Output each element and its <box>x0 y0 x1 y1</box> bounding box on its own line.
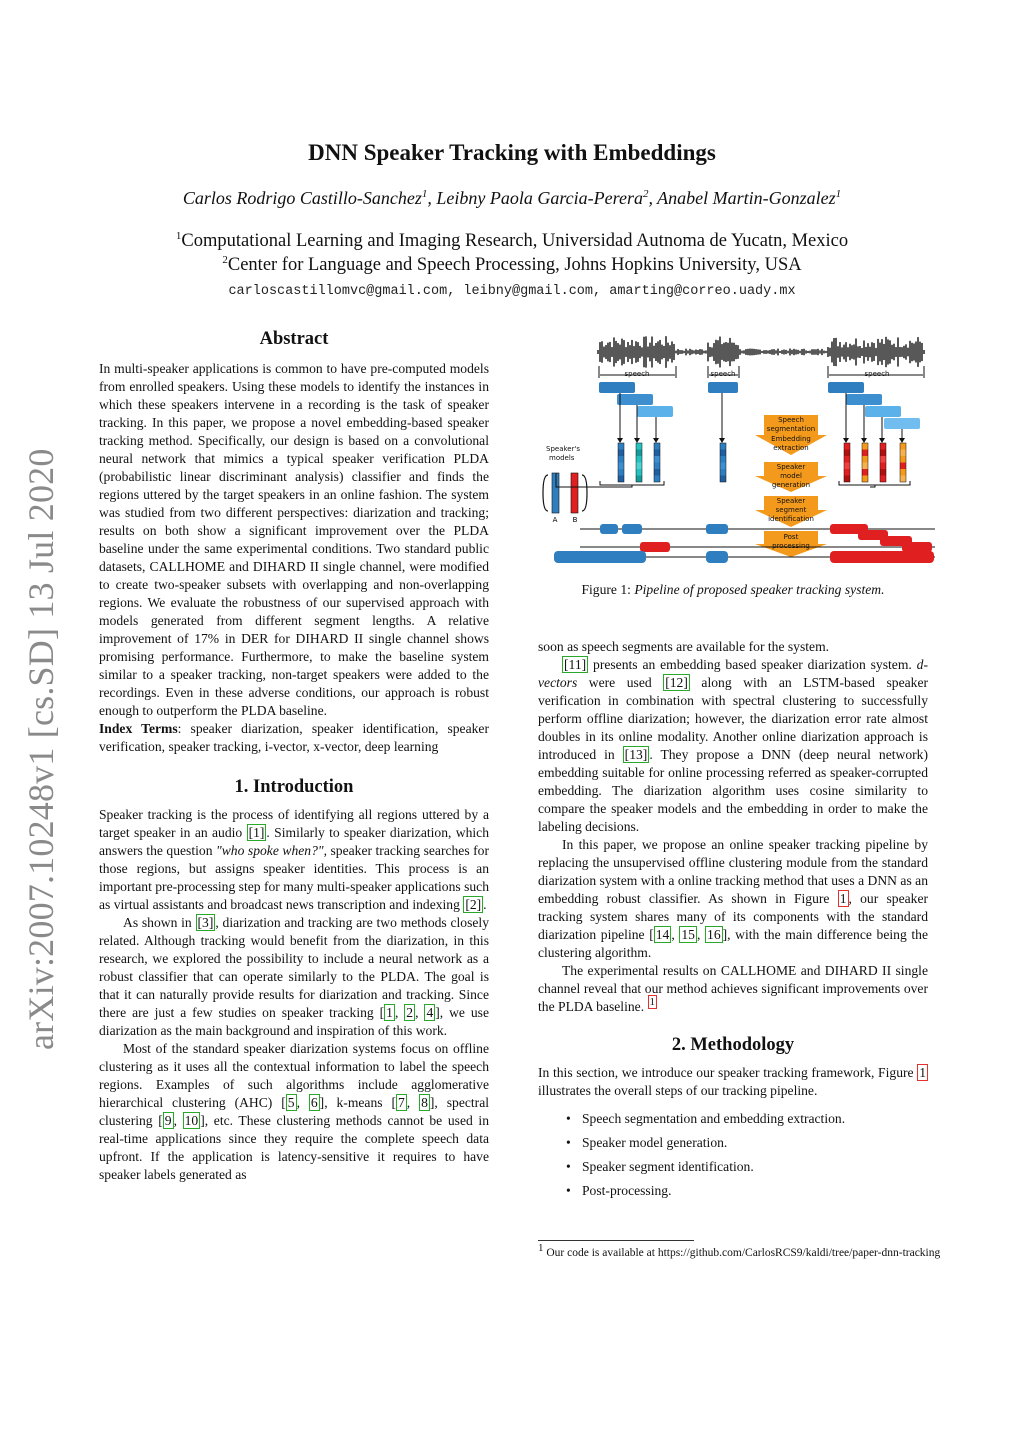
embedding-cell <box>844 450 850 457</box>
stage1-line2: segmentation <box>766 425 816 433</box>
author-1: Carlos Rodrigo Castillo-Sanchez <box>182 188 422 208</box>
embedding-cell <box>636 463 642 470</box>
right-p2-text-c: ], with the main difference being the clustering algorithm. <box>538 927 929 960</box>
embedding-cell <box>618 443 624 450</box>
affiliation-1-text: Computational Learning and Imaging Research, Universidad Autnoma de Yucatn, Mexico <box>181 231 849 251</box>
caption-prefix: Figure 1: <box>581 582 635 597</box>
list-item: • Speech segmentation and embedding extraction. <box>538 1110 928 1134</box>
embedding-cell <box>720 463 726 470</box>
right-paragraph-2: In this paper, we propose an online speaker tracking pipeline by replacing the unsupervised offline clustering module from the standard diarization system with a online tracking method that uses a DNN as an embedding robust classifier. As shown in Figure 1 , our speaker tracking system shares many of its components with the standard diarization pipeline [ 14 , 15 , 16 ], with the main difference being the clustering algorithm. <box>538 837 929 960</box>
stage2-line3: generation <box>771 481 811 489</box>
embedding-cell <box>880 463 886 470</box>
intro-paragraph-1 <box>99 806 489 914</box>
extraction-arrowheads <box>617 438 905 443</box>
citation-16[interactable]: 16 <box>707 927 721 942</box>
list-item: • Speaker model generation. <box>538 1134 928 1158</box>
stage1-line4: extraction <box>773 444 809 452</box>
embedding-cell <box>880 456 886 463</box>
citation-6[interactable]: 6 <box>310 1095 318 1110</box>
intro-p3-text-a: Most of the standard speaker diarization systems focus on offline clustering as it uses all the contextual information to label the speech regions. Examples of such algorithms include agglomerative hierarchical clustering (AHC) [ <box>99 1041 489 1110</box>
embedding-cell <box>844 476 850 483</box>
author-1-sup: 1 <box>421 188 428 200</box>
embedding-cell <box>618 463 624 470</box>
speakers-models-label-2: models <box>549 454 575 462</box>
intro-p3-text-b: ], k-means [ <box>319 1095 396 1110</box>
embedding-cell <box>720 469 726 476</box>
citation-8[interactable]: 8 <box>421 1095 428 1110</box>
intro-p2-text-c: ], we use diarization as the main background and inspiration of this work. <box>99 1005 489 1038</box>
embedding-cell <box>900 456 906 463</box>
embedding-cell <box>636 443 642 450</box>
citation-1[interactable]: [1] <box>248 825 265 840</box>
embedding-cell <box>654 443 660 450</box>
embedding-cell <box>636 476 642 483</box>
speech-waveform <box>598 336 924 368</box>
figure-1-link-2[interactable]: 1 <box>919 1065 926 1080</box>
stage3-line1: Speaker <box>776 497 806 505</box>
right-p1-text-c: along with an LSTM-based speaker verification in combination with spectral clustering to successfully perform offline diarization; however, the diarization error rate almost doubles in its online modality. Another online diarization approach is introduced in <box>538 675 929 762</box>
footnote-text: Our code is available at https://github.com/CarlosRCS9/kaldi/tree/paper-dnn-tracking <box>546 1247 941 1259</box>
model-b-label: B <box>572 516 578 524</box>
stage3-line3: identification <box>768 515 814 523</box>
embedding-cell <box>636 450 642 457</box>
index-terms <box>99 720 489 756</box>
affiliation-2-sup: 2 <box>222 253 228 266</box>
embedding-cell <box>862 443 868 450</box>
figure-caption <box>538 582 928 598</box>
embedding-cell <box>880 450 886 457</box>
stage-labels <box>767 416 815 550</box>
intro-p2-text-b: , diarization and tracking are two methods closely related. Although tracking would benefit from the diarization, in this research, we explored the possibility to include a neural network as a robust classifier that can operate similarly to the PLDA. The goal is that it can naturally provide results for diarization and tracking. Since there are just a few studies on speaker tracking [ <box>99 915 489 1020</box>
embedding-cell <box>654 450 660 457</box>
right-p3-text: The experimental results on CALLHOME and DIHARD II single channel reveal that our method achieves significant improvements over the PLDA baseline. <box>538 963 928 1014</box>
embedding-cell <box>844 456 850 463</box>
right-p1-text-b: were used <box>577 675 664 690</box>
embedding-cell <box>720 443 726 450</box>
embedding-cell <box>880 443 886 450</box>
right-p2-text-b: , our speaker tracking system shares many of its components with the standard diarization pipeline [ <box>538 891 929 942</box>
speech-label-1: speech <box>624 370 650 378</box>
footnote-rule <box>538 1240 694 1241</box>
affiliation-1 <box>0 231 1024 252</box>
right-p4-text-b: illustrates the overall steps of our tracking pipeline. <box>538 1083 818 1098</box>
embedding-cell <box>880 469 886 476</box>
embedding-cell <box>720 450 726 457</box>
right-column <box>538 638 928 1206</box>
embedding-cell <box>900 469 906 476</box>
embedding-cell <box>720 476 726 483</box>
affiliation-1-sup: 1 <box>175 229 182 242</box>
stage3-line2: segment <box>775 506 807 514</box>
citation-3[interactable]: [3] <box>197 915 214 930</box>
embedding-cell <box>618 450 624 457</box>
stage4-line1: Post <box>783 533 799 541</box>
embedding-cell <box>900 443 906 450</box>
model-connectors <box>556 473 910 487</box>
list-item: • Speaker segment identification. <box>538 1158 928 1182</box>
embedding-cell <box>900 450 906 457</box>
stage4-line2: processing <box>772 542 810 550</box>
methodology-heading: 2. Methodology <box>671 1035 795 1055</box>
embedding-cell <box>618 469 624 476</box>
intro-p3-text-d: ], etc. These clustering methods cannot be used in real-time applications since they require the complete speech data upfront. If the application is latency-sensitive it requires to have speaker labels generated as <box>99 1113 489 1182</box>
affiliation-2-text: Center for Language and Speech Processing, Johns Hopkins University, USA <box>227 255 802 275</box>
intro-quote: "who spoke when?" <box>216 843 324 858</box>
right-p2-text-a: In this paper, we propose an online speaker tracking pipeline by replacing the unsupervised offline clustering module from the standard diarization system with a online tracking method that uses a DNN as an embedding robust classifier. As shown in Figure <box>538 837 928 906</box>
dvectors-term: d-vectors <box>538 657 928 690</box>
postprocessed-tracks <box>554 551 935 563</box>
introduction-heading: 1. Introduction <box>234 777 354 797</box>
speaker-model-b <box>571 473 578 524</box>
right-paragraph-0: soon as speech segments are available for the system. <box>538 639 830 654</box>
footnote <box>538 1242 960 1261</box>
citation-2b[interactable]: 2 <box>406 1005 414 1020</box>
embedding-cell <box>900 463 906 470</box>
embedding-cell <box>862 450 868 457</box>
embedding-cell <box>654 456 660 463</box>
author-3: Anabel Martin-Gonzalez <box>657 188 836 208</box>
embedding-cell <box>844 463 850 470</box>
embedding-cell <box>618 476 624 483</box>
stage2-line2: model <box>780 472 802 480</box>
embedding-cell <box>844 469 850 476</box>
right-p4-text-a: In this section, we introduce our speaker tracking framework, Figure <box>538 1065 918 1080</box>
citation-1b[interactable]: 1 <box>386 1005 393 1020</box>
embedding-cell <box>862 456 868 463</box>
caption-text: Pipeline of proposed speaker tracking system. <box>634 582 885 597</box>
citation-13[interactable]: [13] <box>624 747 648 762</box>
figure-1-link[interactable]: 1 <box>839 891 847 906</box>
stage2-line1: Speaker <box>776 463 806 471</box>
stage1-line3: Embedding <box>771 435 811 443</box>
right-paragraph-1 <box>538 656 928 836</box>
embedding-cell <box>720 456 726 463</box>
model-a-label: A <box>552 516 558 524</box>
embedding-cell <box>636 469 642 476</box>
embedding-cell <box>654 463 660 470</box>
citation-14[interactable]: 14 <box>655 927 670 942</box>
author-2-sup: 2 <box>642 188 649 200</box>
intro-p1-text-c: , speaker tracking searches for those regions, but assigns speaker identities. This process is an important pre-processing step for many multi-speaker applications such as virtual assistants and broadcast news transcription and indexing <box>99 843 489 912</box>
speech-segments <box>599 382 920 429</box>
citation-12[interactable]: [12] <box>665 675 688 690</box>
citation-9[interactable]: 9 <box>164 1113 172 1128</box>
list-item: • Post-processing. <box>538 1182 928 1206</box>
author-list: Carlos Rodrigo Castillo-Sanchez$^1$, Leibny Paola Garcia-Perera$^2$, Anabel Martin-Gonzalez$^1$ <box>182 188 842 208</box>
citation-5[interactable]: 5 <box>287 1095 295 1110</box>
intro-paragraph-3: Most of the standard speaker diarization systems focus on offline clustering as it uses all the contextual information to label the speech regions. Examples of such algorithms include agglomerative hierarchical clustering (AHC) [ 5 , 6 ], k-means [ 7 , 8 ], spectral clustering [ 9 , 10 ], etc. These clustering methods cannot be used in real-time applications since they require the complete speech data upfront. If the application is latency-sensitive it requires to have speaker labels generated as <box>99 1041 490 1182</box>
citation-7[interactable]: 7 <box>398 1095 405 1110</box>
footnote-sup: 1 <box>538 1242 544 1255</box>
index-terms-text: : speaker diarization, speaker identification, speaker verification, speaker tracking, i-vector, x-vector, deep learning <box>99 721 489 754</box>
footnote-marker[interactable]: 1 <box>649 996 655 1009</box>
speech-label-3: speech <box>864 370 890 378</box>
citation-15[interactable]: 15 <box>681 927 695 942</box>
citation-4[interactable]: 4 <box>426 1005 434 1020</box>
intro-p1-text-d: . <box>483 897 487 912</box>
embedding-cell <box>862 476 868 483</box>
paper-title: DNN Speaker Tracking with Embeddings <box>308 140 716 165</box>
speakers-models-label-1: Speaker's <box>546 445 581 453</box>
citation-11[interactable]: [11] <box>564 657 587 672</box>
arxiv-stamp: arXiv:2007.10248v1 [cs.SD] 13 Jul 2020 <box>21 448 61 1050</box>
right-p1-text-d: . They propose a DNN (deep neural network) embedding suitable for online processing referred as speaker-corrupted embedding. The diarization algorithm uses cosine similarity to compare the speaker models and the embedding in order to make the labeling decisions. <box>538 747 928 834</box>
embedding-cell <box>618 456 624 463</box>
embedding-cell <box>844 443 850 450</box>
embedding-cell <box>654 476 660 483</box>
stage1-line1: Speech <box>778 416 804 424</box>
embedding-cell <box>900 476 906 483</box>
affiliation-2 <box>0 255 1024 276</box>
intro-p1-text-b: . Similarly to speaker diarization, which answers the question <box>99 825 489 858</box>
right-paragraph-4 <box>538 1064 928 1100</box>
citation-10[interactable]: 10 <box>184 1113 199 1128</box>
intro-paragraph-2: As shown in [3] , diarization and tracking are two methods closely related. Although tracking would benefit from the diarization, in this research, we explored the possibility to include a neural network as a robust classifier that can operate similarly to the PLDA. The goal is that it can naturally provide results for diarization and tracking. Since there are just a few studies on speaker tracking [ 1 , 2 , 4 ], we use diarization as the main background and inspiration of this work. <box>99 915 489 1038</box>
embedding-cell <box>862 463 868 470</box>
embedding-cell <box>636 456 642 463</box>
embedding-cell <box>862 469 868 476</box>
intro-p2-text-a: As shown in <box>123 915 196 930</box>
pipeline-figure <box>540 335 940 570</box>
abstract-heading: Abstract <box>259 329 329 349</box>
pipeline-steps-list <box>538 1110 928 1206</box>
embedding-cell <box>654 469 660 476</box>
identification-tracks <box>580 524 935 552</box>
intro-p3-text-c: ], spectral clustering [ <box>99 1095 490 1128</box>
right-paragraph-3 <box>538 962 928 1016</box>
intro-p1-text-a: Speaker tracking is the process of identifying all regions uttered by a target speaker in an audio <box>99 807 489 840</box>
author-emails: carloscastillomvc@gmail.com, leibny@gmail.com, amarting@correo.uady.mx <box>228 284 796 299</box>
speech-label-2: speech <box>710 370 736 378</box>
index-terms-label: Index Terms <box>99 721 178 736</box>
author-2: Leibny Paola Garcia-Perera <box>436 188 643 208</box>
abstract-text: In multi-speaker applications is common to have pre-computed models from enrolled speakers. Using these models to identify the instances in which these speakers intervene in a recording is the task of speaker tracking. In this paper, we propose a novel embedding-based speaker tracking method. Specifically, our design is based on a convolutional neural network that mimics a typical speaker verification PLDA (probabilistic linear discriminant analysis) classifier and finds the regions uttered by the target speakers in an online fashion. The system was studied from two different perspectives: diarization and tracking; results on both show a significant improvement over the PLDA baseline under the same experimental conditions. Two standard public datasets, CALLHOME and DIHARD II single channel, were modified to create two-speaker subsets with overlapping and non-overlapping regions. We evaluate the robustness of our supervised approach with models generated from different segment lengths. A relative improvement of 17% in DER for DIHARD II single channel shows promising performance. Furthermore, to make the baseline system similar to a speaker tracking, non-target speakers were added to the recordings. Even in these adverse conditions, our approach is robust enough to outperform the PLDA baseline. <box>99 361 489 718</box>
citation-2[interactable]: [2] <box>465 897 482 912</box>
author-3-sup: 1 <box>835 188 842 200</box>
left-column <box>99 330 489 1184</box>
embedding-cell <box>880 476 886 483</box>
right-p1-text-a: presents an embedding based speaker diarization system. <box>588 657 917 672</box>
